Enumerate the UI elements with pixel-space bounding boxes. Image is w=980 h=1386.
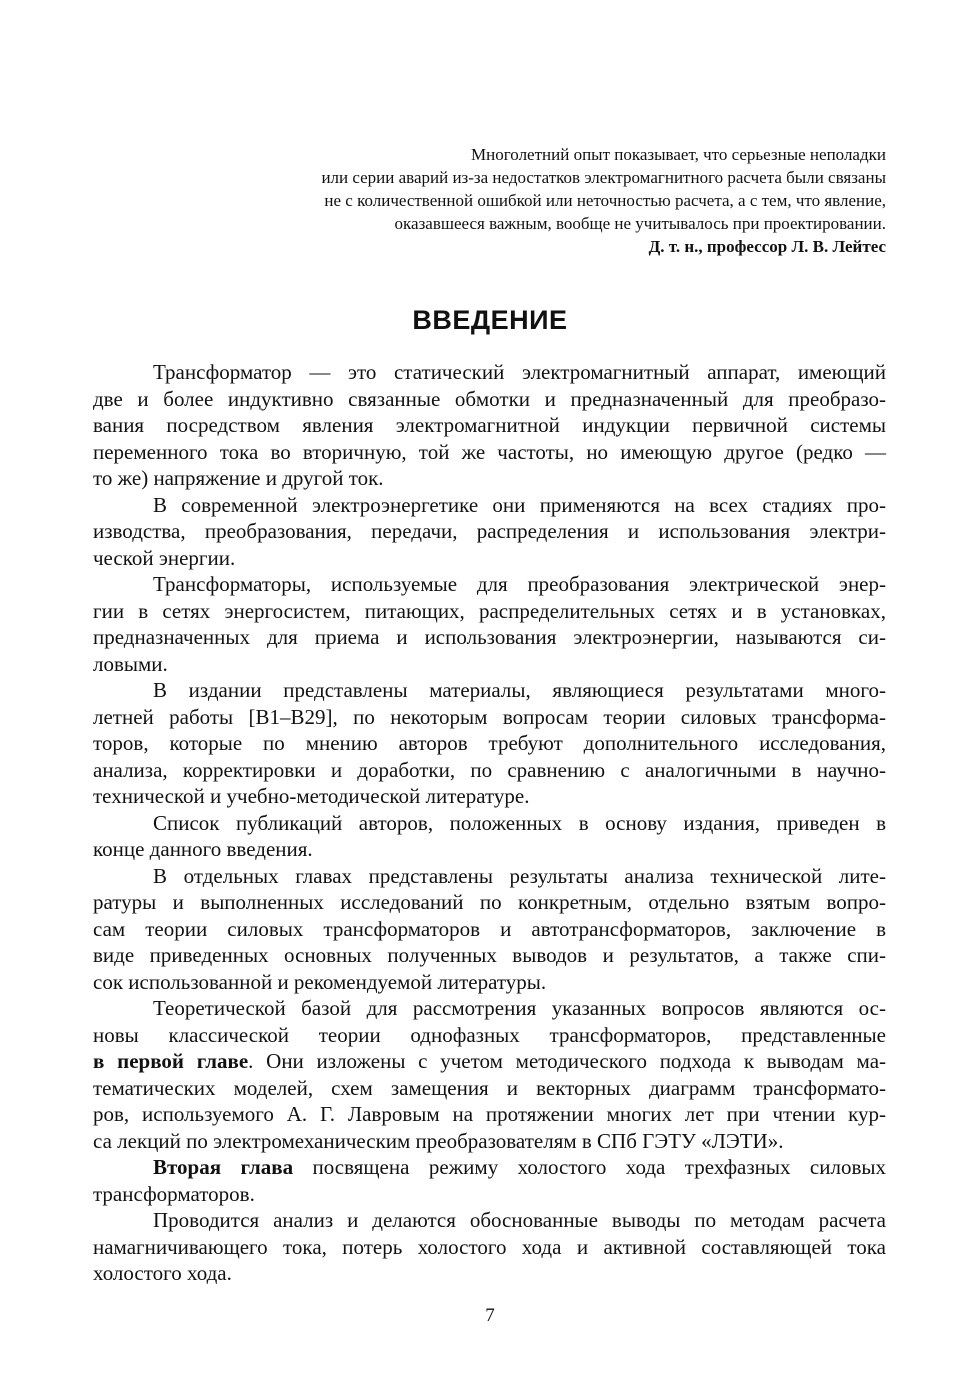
epigraph-line: не с количественной ошибкой или неточностью расчета, а с тем, что явление, [324, 191, 886, 210]
epigraph-line: Многолетний опыт показывает, что серьезные неполадки [471, 145, 886, 164]
epigraph [186, 143, 886, 258]
text-line: летней работы [В1–В29], по некоторым вопросам теории силовых трансформа- [93, 704, 886, 729]
text-line: переменного тока во вторичную, той же частоты, но имеющую другое (редко — [93, 439, 886, 464]
text-line: конце данного введения. [93, 837, 313, 861]
text-line: тематических моделей, схем замещения и векторных диаграмм трансформато- [93, 1075, 886, 1100]
text-line: гии в сетях энергосистем, питающих, распределительных сетях и в установках, [93, 598, 886, 623]
text-line [93, 1154, 886, 1181]
text-line: холостого хода. [93, 1261, 232, 1285]
text-line: то же) напряжение и другой ток. [93, 466, 384, 490]
epigraph-line: оказавшееся важным, вообще не учитывалось при проектировании. [394, 214, 886, 233]
page-number: 7 [485, 1305, 495, 1326]
text-line: сам теории силовых трансформаторов и автотрансформаторов, заключение в [93, 916, 886, 941]
chapter-title: ВВЕДЕНИЕ [412, 305, 568, 335]
text-line: ратуры и выполненных исследований по конкретным, отдельно взятым вопро- [93, 890, 886, 914]
epigraph-line: или серии аварий из-за недостатков электромагнитного расчета были связаны [321, 168, 886, 187]
text-line: анализа, корректировки и доработки, по сравнению с аналогичными в научно- [93, 757, 886, 782]
text-line: трансформаторов. [93, 1181, 255, 1206]
paragraph [93, 492, 886, 572]
text-segment: . Они изложены с учетом методического подхода к выводам ма- [248, 1049, 887, 1073]
bold-text: Вторая глава [153, 1155, 294, 1179]
text-line: сок использованной и рекомендуемой литературы. [93, 969, 547, 994]
text-line: намагничивающего тока, потерь холостого хода и активной составляющей тока [93, 1234, 886, 1259]
text-line [93, 1048, 886, 1075]
text-line: торов, которые по мнению авторов требуют дополнительного исследования, [93, 731, 886, 755]
text-line: В современной электроэнергетике они применяются на всех стадиях про- [153, 492, 886, 517]
bold-text: в первой главе [93, 1049, 249, 1073]
paragraph [93, 863, 886, 996]
text-line: Трансформаторы, используемые для преобразования электрической энер- [153, 572, 886, 596]
text-line: Трансформатор — это статический электромагнитный аппарат, имеющий [153, 360, 886, 384]
paragraph [93, 677, 886, 810]
text-line: изводства, преобразования, передачи, распределения и использования электри- [93, 519, 886, 543]
text-line: ловыми. [93, 651, 168, 676]
text-line: са лекций по электромеханическим преобразователям в СПб ГЭТУ «ЛЭТИ». [93, 1128, 784, 1153]
text-line: ческой энергии. [93, 545, 236, 570]
text-line: Проводится анализ и делаются обоснованные выводы по методам расчета [153, 1208, 886, 1232]
paragraph [93, 995, 886, 1154]
text-line: В отдельных главах представлены результаты анализа технической лите- [153, 863, 886, 888]
text-segment: посвящена режиму холостого хода трехфазных силовых [293, 1155, 886, 1179]
text-line: две и более индуктивно связанные обмотки и предназначенный для преобразо- [93, 386, 886, 411]
text-line: предназначенных для приема и использования электроэнергии, называются си- [93, 625, 886, 649]
text-line: технической и учебно-методической литературе. [93, 784, 530, 808]
paragraph [93, 359, 886, 492]
paragraph [93, 810, 886, 863]
epigraph-author: Д. т. н., профессор Л. В. Лейтес [648, 237, 886, 256]
text-line: виде приведенных основных полученных выводов и результатов, а также спи- [93, 943, 886, 967]
text-line: В издании представлены материалы, являющиеся результатами много- [153, 678, 886, 702]
text-line: новы классической теории однофазных трансформаторов, представленные [93, 1022, 886, 1047]
paragraph [93, 1154, 886, 1207]
paragraph [93, 1207, 886, 1287]
paragraph [93, 571, 886, 677]
text-line: Список публикаций авторов, положенных в основу издания, приведен в [153, 810, 886, 835]
text-line: вания посредством явления электромагнитной индукции первичной системы [93, 413, 886, 437]
text-line: Теоретической базой для рассмотрения указанных вопросов являются ос- [153, 996, 886, 1020]
body-text [93, 359, 886, 1287]
text-line: ров, используемого А. Г. Лавровым на протяжении многих лет при чтении кур- [93, 1102, 886, 1126]
